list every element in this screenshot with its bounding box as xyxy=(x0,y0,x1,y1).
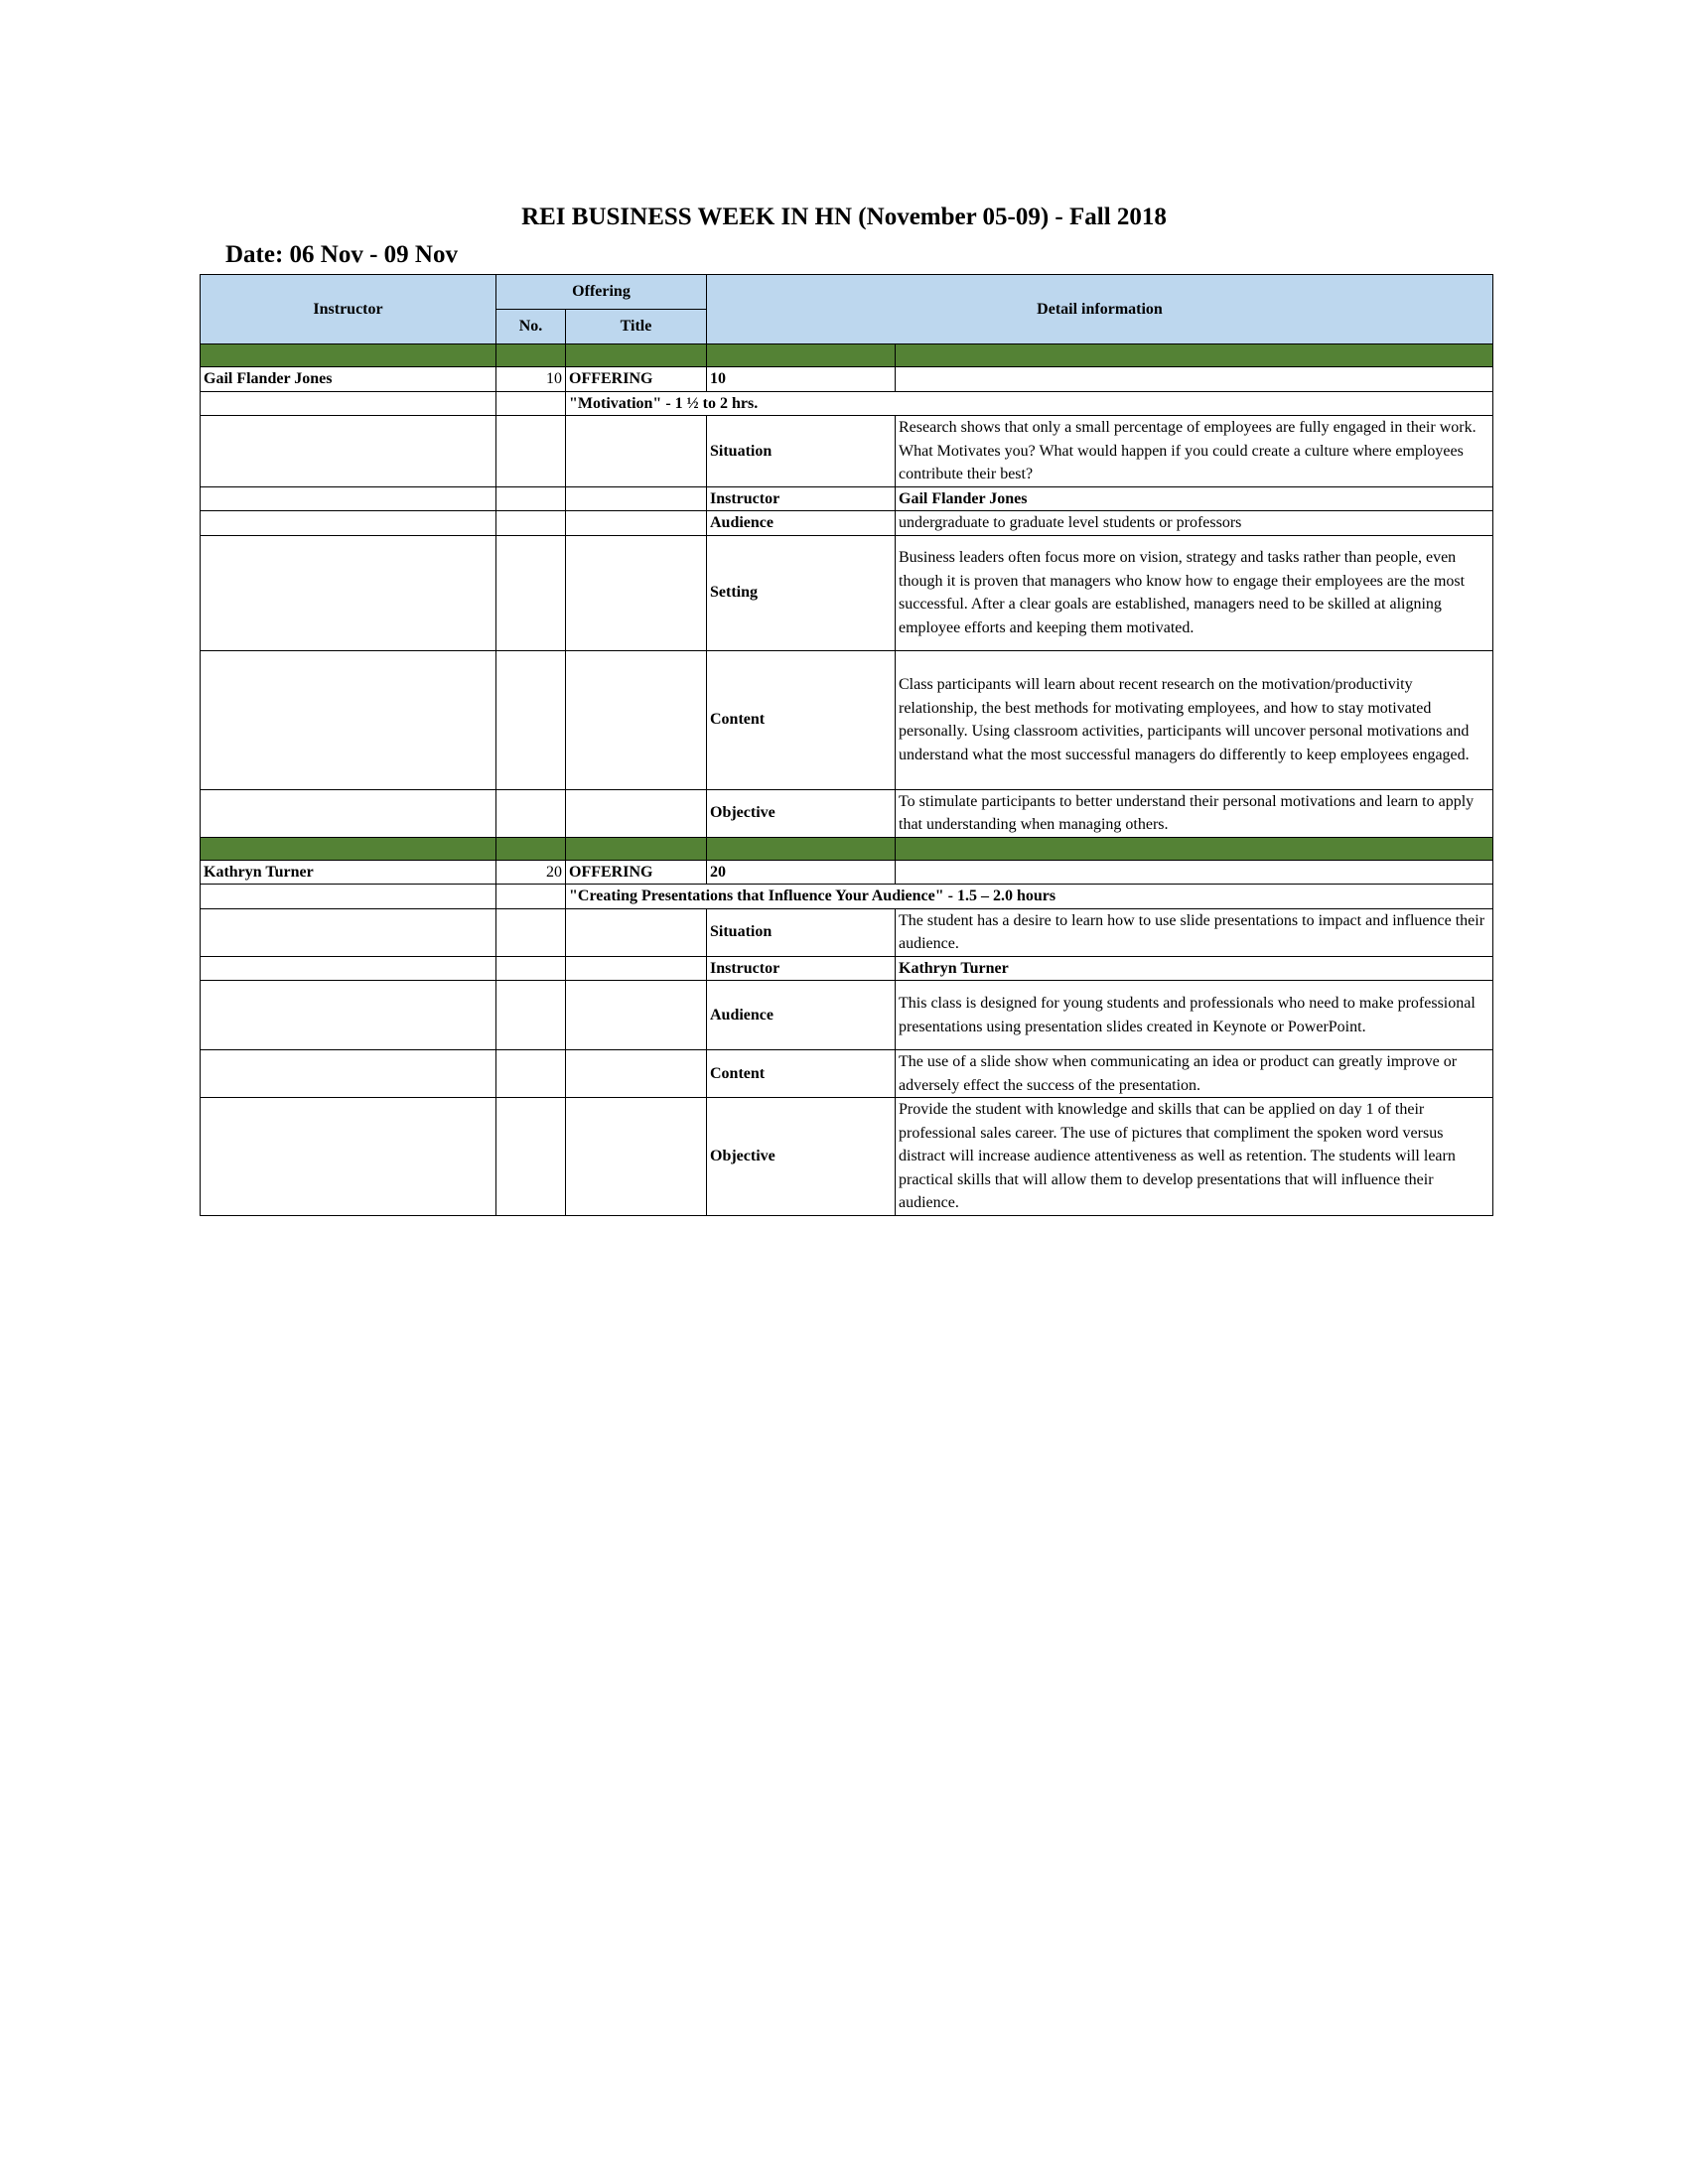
page-title: REI BUSINESS WEEK IN HN (November 05-09) - Fall 2018 xyxy=(521,204,1167,230)
offering-label: OFFERING xyxy=(566,367,707,392)
offering-row xyxy=(201,860,1493,885)
detail-row xyxy=(201,416,1493,487)
detail-label: Audience xyxy=(707,981,896,1050)
header-offering: Offering xyxy=(496,275,707,310)
offering-label: OFFERING xyxy=(566,860,707,885)
detail-text: Provide the student with knowledge and skills that can be applied on day 1 of their professional sales career. The use of pictures that compliment the spoken word versus distract will increase audience attentiveness as well as retention. The students will learn practical skills that will allow them to develop presentations that will influence their audience. xyxy=(896,1098,1493,1216)
detail-label: Instructor xyxy=(707,956,896,981)
detail-label: Situation xyxy=(707,908,896,956)
detail-row xyxy=(201,789,1493,837)
detail-row xyxy=(201,650,1493,789)
detail-text: This class is designed for young students and professionals who need to make professional presentations using presentation slides created in Keynote or PowerPoint. xyxy=(896,981,1493,1050)
offering-no: 10 xyxy=(496,367,566,392)
detail-label: Audience xyxy=(707,511,896,536)
detail-text: To stimulate participants to better understand their personal motivations and learn to apply that understanding when managing others. xyxy=(896,789,1493,837)
detail-text: The student has a desire to learn how to use slide presentations to impact and influence their audience. xyxy=(896,908,1493,956)
course-title: "Creating Presentations that Influence Your Audience" - 1.5 – 2.0 hours xyxy=(566,885,1493,909)
detail-row xyxy=(201,535,1493,650)
header-detail: Detail information xyxy=(707,275,1493,344)
detail-label: Situation xyxy=(707,416,896,487)
detail-text: Business leaders often focus more on vision, strategy and tasks rather than people, even though it is proven that managers who know how to engage their employees are the most successful. After a clear goals are established, managers need to be skilled at aligning employee efforts and keeping them motivated. xyxy=(896,535,1493,650)
header-no: No. xyxy=(496,310,566,344)
detail-row xyxy=(201,1098,1493,1216)
offering-row xyxy=(201,367,1493,392)
detail-label: Setting xyxy=(707,535,896,650)
offering-number: 10 xyxy=(707,367,896,392)
detail-row xyxy=(201,956,1493,981)
course-title-row xyxy=(201,885,1493,909)
detail-label: Content xyxy=(707,1050,896,1098)
offering-no: 20 xyxy=(496,860,566,885)
detail-text: Research shows that only a small percentage of employees are fully engaged in their work. What Motivates you? What would happen if you could create a culture where employees contribute their best? xyxy=(896,416,1493,487)
detail-label: Content xyxy=(707,650,896,789)
date-range: Date: 06 Nov - 09 Nov xyxy=(225,241,458,268)
detail-row xyxy=(201,511,1493,536)
course-title-row xyxy=(201,391,1493,416)
detail-row xyxy=(201,908,1493,956)
instructor-name: Kathryn Turner xyxy=(201,860,496,885)
section-divider xyxy=(201,344,1493,367)
schedule-table xyxy=(200,274,1493,1216)
header-instructor: Instructor xyxy=(201,275,496,344)
detail-text: undergraduate to graduate level students or professors xyxy=(896,511,1493,536)
detail-label: Objective xyxy=(707,1098,896,1216)
course-title: "Motivation" - 1 ½ to 2 hrs. xyxy=(566,391,1493,416)
section-divider xyxy=(201,837,1493,860)
detail-text: Class participants will learn about recent research on the motivation/productivity relationship, the best methods for motivating employees, and how to stay motivated personally. Using classroom activities, participants will uncover personal motivations and understand what the most successful managers do differently to keep employees engaged. xyxy=(896,650,1493,789)
detail-row xyxy=(201,981,1493,1050)
detail-label: Objective xyxy=(707,789,896,837)
detail-row xyxy=(201,1050,1493,1098)
detail-row xyxy=(201,486,1493,511)
header-row xyxy=(201,275,1493,310)
header-title: Title xyxy=(566,310,707,344)
instructor-name: Gail Flander Jones xyxy=(201,367,496,392)
offering-number: 20 xyxy=(707,860,896,885)
detail-text: The use of a slide show when communicating an idea or product can greatly improve or adversely effect the success of the presentation. xyxy=(896,1050,1493,1098)
detail-text: Kathryn Turner xyxy=(896,956,1493,981)
detail-text: Gail Flander Jones xyxy=(896,486,1493,511)
detail-label: Instructor xyxy=(707,486,896,511)
